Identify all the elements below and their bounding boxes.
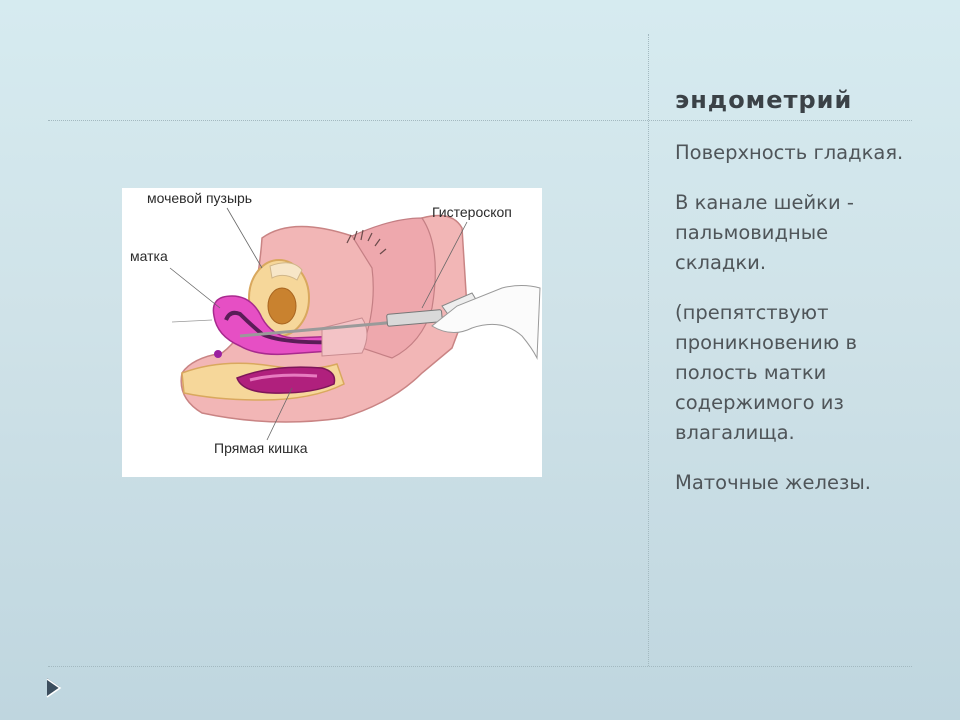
label-bladder: мочевой пузырь [147,190,253,206]
next-slide-button[interactable] [44,676,62,702]
ovary-dot [214,350,222,358]
top-divider [48,120,912,121]
vertical-divider [648,34,649,666]
slide-body [675,138,920,518]
bladder-lumen [268,288,296,324]
label-uterus: матка [130,248,168,264]
bladder-leader [227,208,262,268]
triangle-right-icon [44,676,62,698]
pointer-line [172,320,212,322]
hysteroscopy-illustration [122,188,542,477]
paragraph-surface: Поверхность гладкая. [675,141,904,164]
paragraph-glands: Маточные железы. [675,471,871,494]
label-rectum: Прямая кишка [214,440,308,456]
uterus-leader [170,268,220,308]
paragraph-cervical-canal: В канале шейки - пальмовидные складки. [675,191,854,274]
bottom-divider [48,666,912,667]
anatomy-figure [122,188,542,477]
label-hysteroscope: Гистероскоп [432,204,512,220]
paragraph-barrier: (препятствуют проникновению в полость матки содержимого из влагалища. [675,301,857,444]
slide-title: эндометрий [675,86,853,114]
